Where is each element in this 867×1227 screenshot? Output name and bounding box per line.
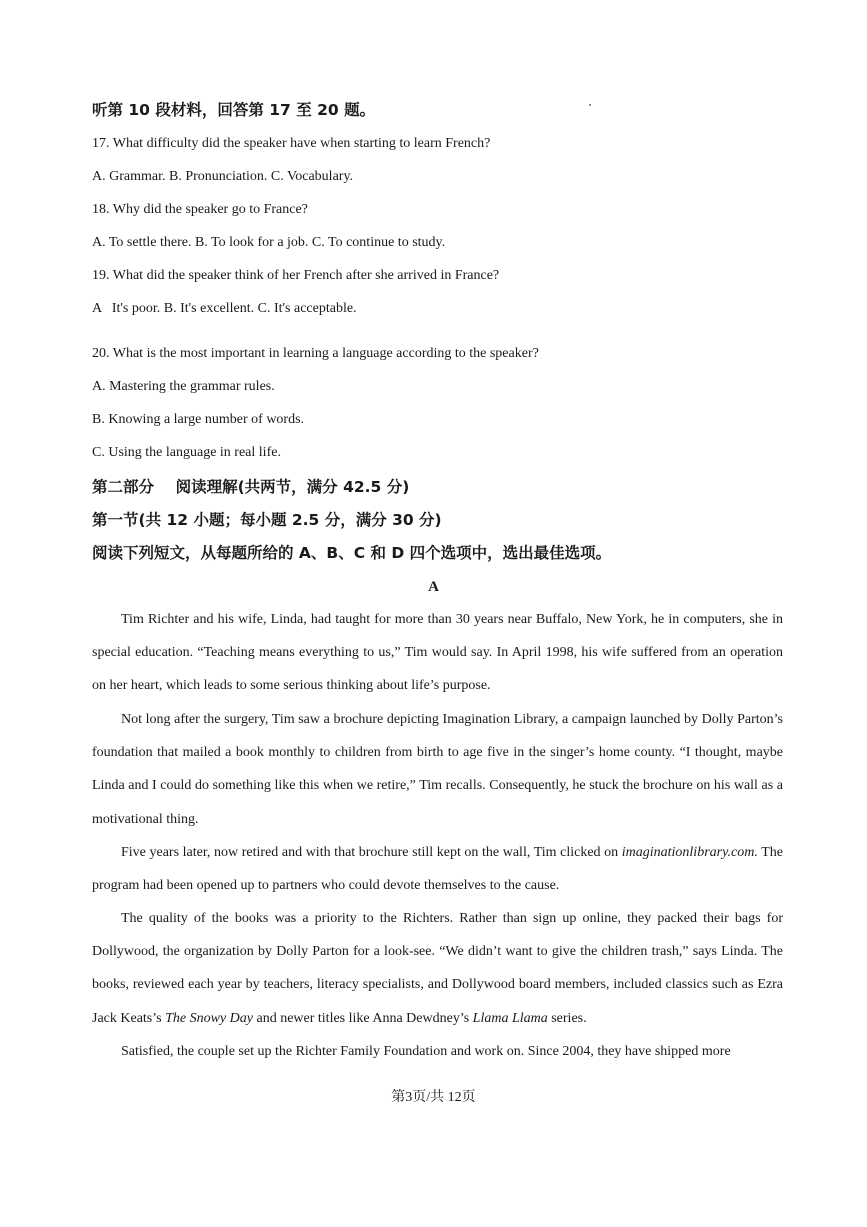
question-18: 18. Why did the speaker go to France? — [92, 202, 308, 217]
passage-label: A — [428, 579, 439, 595]
page-number-footer: 第3页/共 12页 — [391, 1090, 476, 1105]
question-18-options: A. To settle there. B. To look for a job. C. To continue to study. — [92, 235, 446, 250]
paragraph-3-start: Five years later, now retired and with that brochure still kept on the wall, Tim clicked on — [121, 845, 622, 860]
reading-instruction: 阅读下列短文，从每题所给的 A、B、C 和 D 四个选项中，选出最佳选项。 — [92, 544, 612, 562]
question-19-options: A It's poor. B. It's excellent. C. It's acceptable. — [92, 301, 357, 316]
question-20-option-a: A. Mastering the grammar rules. — [92, 379, 275, 394]
website-link-text: imaginationlibrary.com. — [621, 845, 758, 860]
scan-speck — [589, 104, 591, 106]
question-19: 19. What did the speaker think of her French after she arrived in France? — [92, 268, 500, 283]
reading-section-heading: 第一节(共 12 小题；每小题 2.5 分，满分 30 分) — [92, 511, 442, 529]
question-20-option-b: B. Knowing a large number of words. — [92, 412, 305, 427]
paragraph-3-end: The program had been opened up to partners who could devote themselves to the cause. — [92, 845, 783, 894]
reading-part-heading: 第二部分 阅读理解(共两节，满分 42.5 分) — [92, 478, 410, 496]
passage-paragraph-4 — [92, 902, 783, 1035]
paragraph-4-part-b: and newer titles like Anna Dewdney’s — [252, 1010, 473, 1026]
paragraph-4-part-a: The quality of the books was a priority to the Richters. Rather than sign up online, they packed their bags for Dollywood, the organization by Dolly Parton for a look-see. “We didn’t want to give the children trash,” says Linda. The books, reviewed each year by teachers, literacy specialists, and Dollywood board members, included classics such as Ezra Jack Keats’s — [92, 911, 783, 1026]
question-20: 20. What is the most important in learning a language according to the speaker? — [92, 346, 539, 361]
question-17-options: A. Grammar. B. Pronunciation. C. Vocabulary. — [92, 169, 354, 184]
paragraph-4-part-c: series. — [547, 1010, 587, 1026]
passage-paragraph-1: Tim Richter and his wife, Linda, had taught for more than 30 years near Buffalo, New York, he in computers, she in special education. “Teaching means everything to us,” Tim would say. In April 1998, his wife suffered from an operation on her heart, which leads to some serious thinking about life’s purpose. — [92, 612, 783, 694]
listening-section-heading: 听第 10 段材料，回答第 17 至 20 题。 — [92, 101, 376, 119]
passage-paragraph-2: Not long after the surgery, Tim saw a brochure depicting Imagination Library, a campaign launched by Dolly Parton’s foundation that mailed a book monthly to children from birth to age five in the singer’s home county. “I thought, maybe Linda and I could do something like this when we retire,” Tim recalls. Consequently, he stuck the brochure on his wall as a motivational thing. — [92, 712, 783, 827]
question-20-option-c: C. Using the language in real life. — [92, 445, 281, 460]
question-17: 17. What difficulty did the speaker have when starting to learn French? — [92, 136, 491, 151]
passage-paragraph-5: Satisfied, the couple set up the Richter Family Foundation and work on. Since 2004, they have shipped more — [121, 1044, 731, 1059]
book-title-llama-llama: Llama Llama — [472, 1010, 548, 1026]
book-title-snowy-day: The Snowy Day — [165, 1010, 253, 1026]
passage-paragraph-3 — [92, 836, 783, 902]
